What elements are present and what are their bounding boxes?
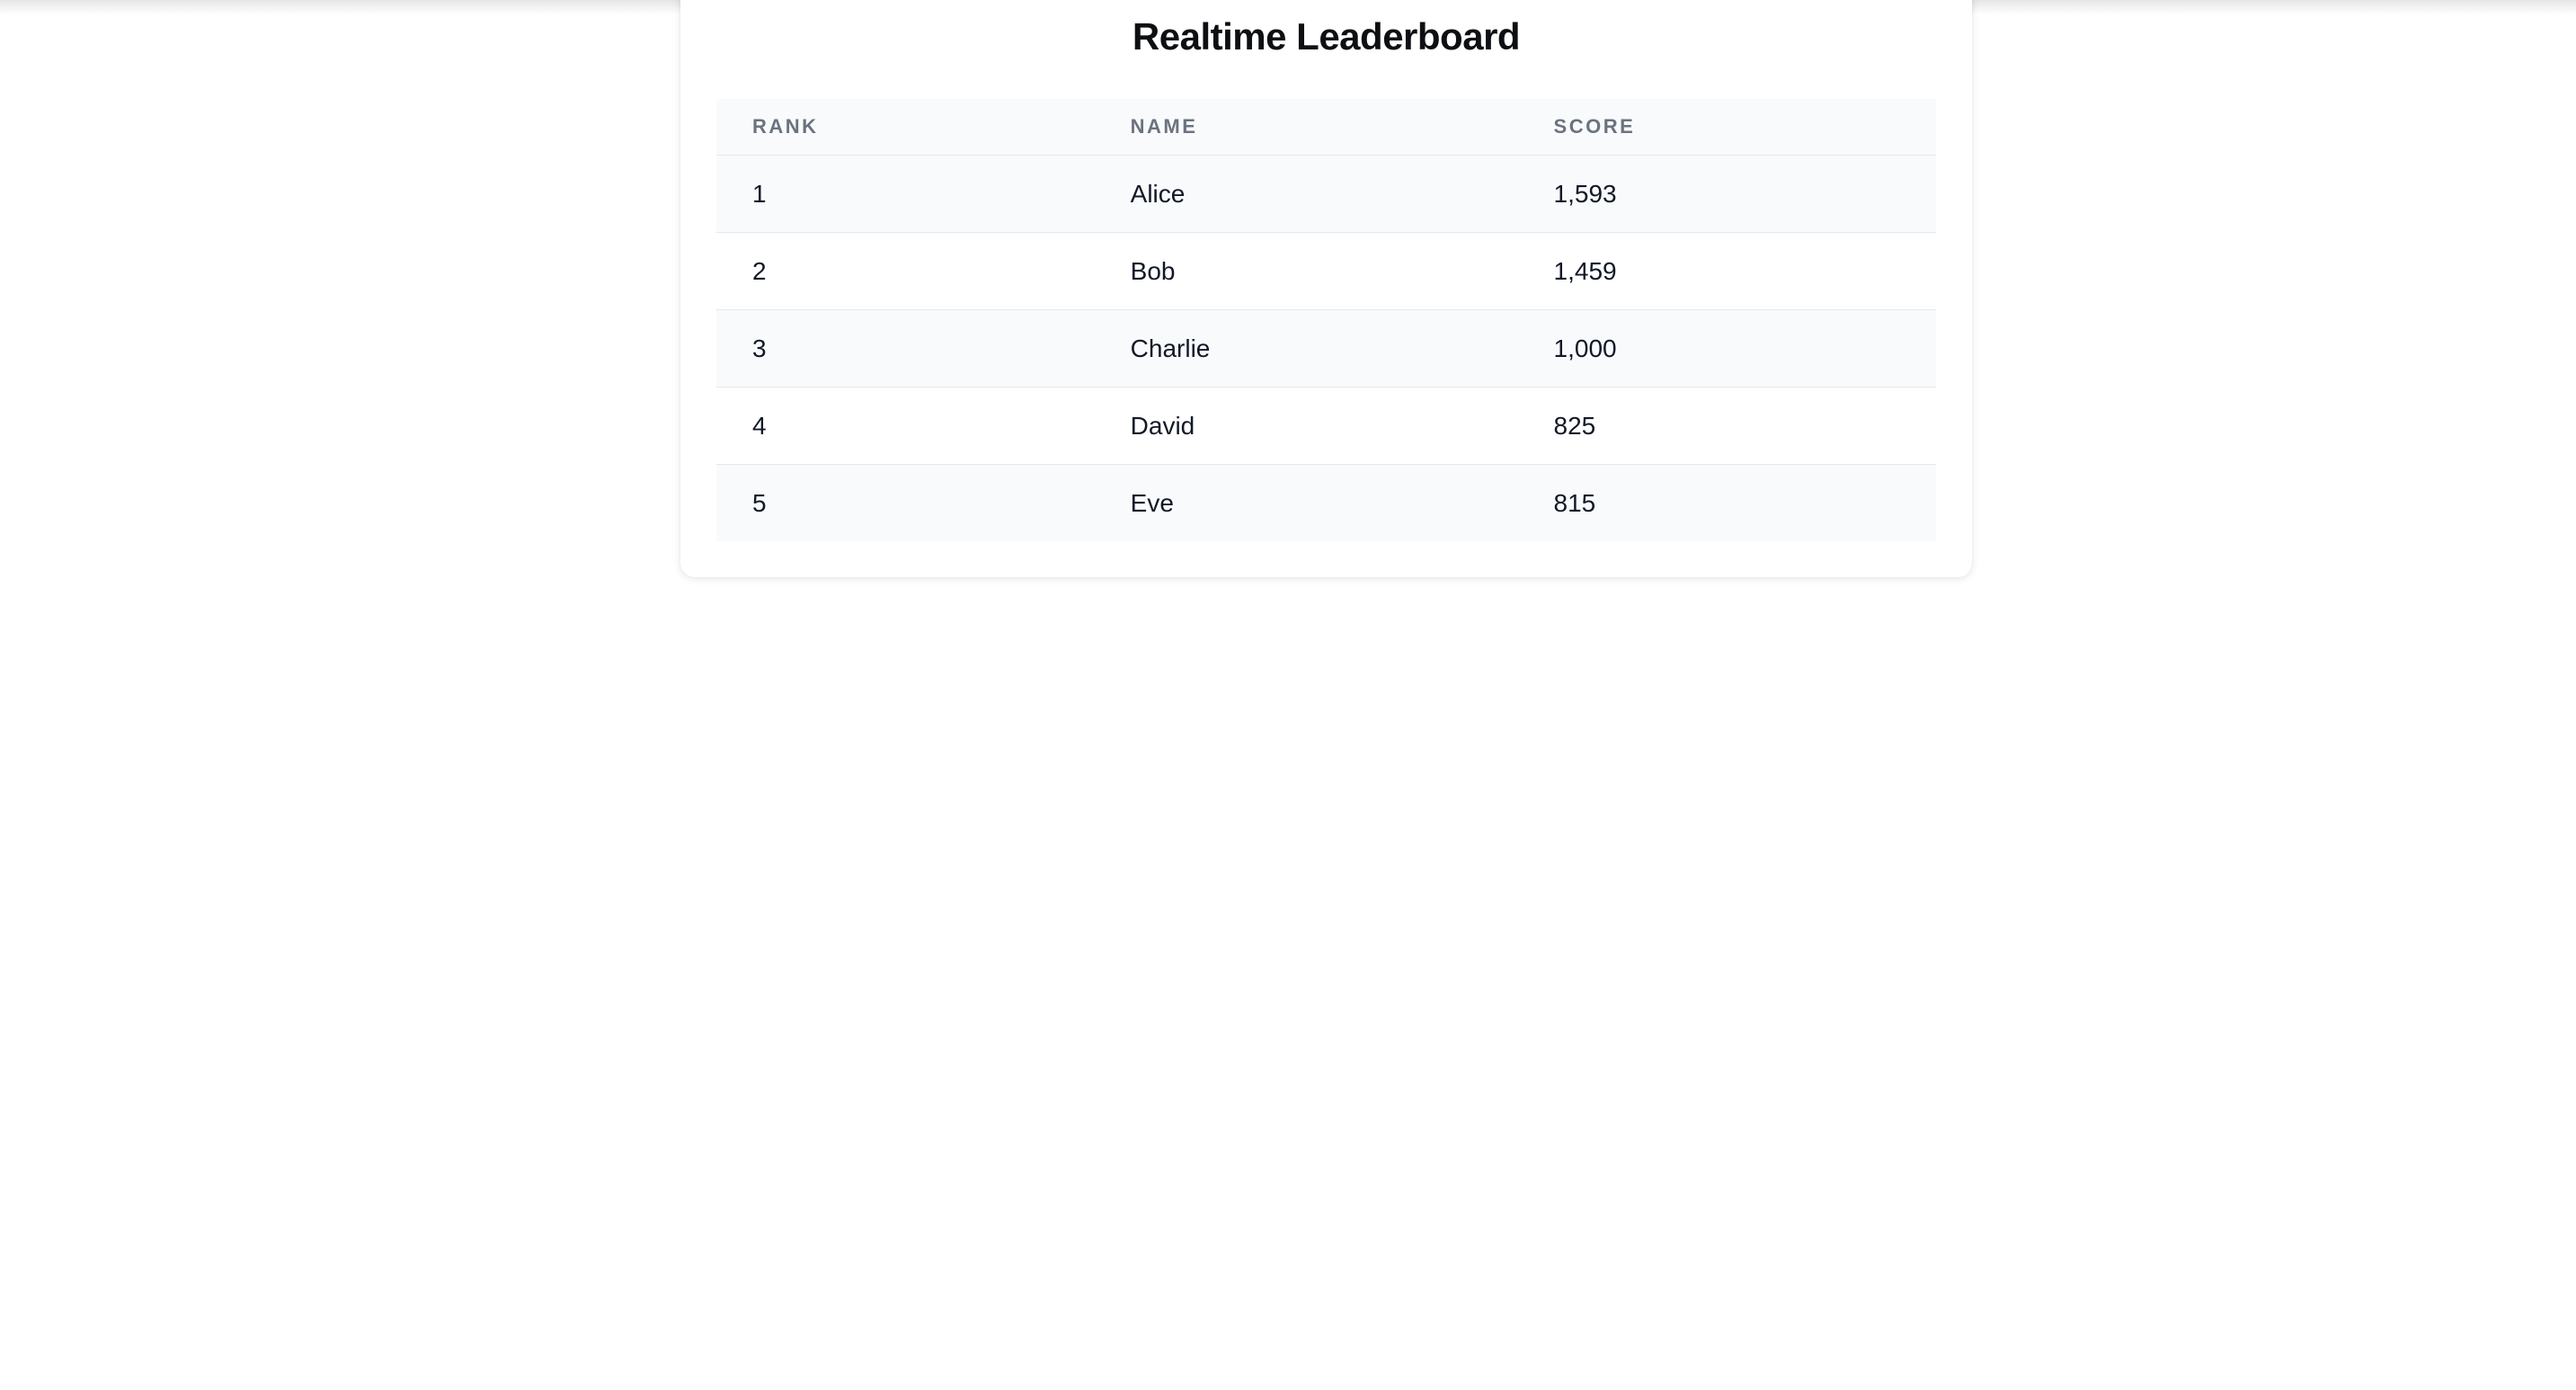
score-cell: 1,593 — [1553, 180, 1617, 208]
rank-cell: 3 — [752, 334, 767, 362]
column-header-score: SCORE — [1518, 99, 1936, 156]
rank-cell: 5 — [752, 489, 767, 517]
score-cell: 1,459 — [1553, 257, 1617, 285]
name-cell: Bob — [1130, 257, 1176, 285]
table-body — [716, 156, 1936, 542]
table-row — [716, 310, 1936, 388]
name-cell: David — [1130, 412, 1195, 440]
table-row — [716, 156, 1936, 233]
score-cell: 825 — [1553, 412, 1596, 440]
score-cell: 1,000 — [1553, 334, 1617, 362]
leaderboard-table — [716, 99, 1936, 541]
table-header — [716, 99, 1936, 156]
table-row — [716, 388, 1936, 465]
score-cell: 815 — [1553, 489, 1596, 517]
rank-cell: 1 — [752, 180, 767, 208]
table-row — [716, 233, 1936, 310]
column-header-rank: RANK — [716, 99, 1095, 156]
column-header-name: NAME — [1095, 99, 1518, 156]
name-cell: Charlie — [1130, 334, 1211, 362]
rank-cell: 4 — [752, 412, 767, 440]
name-cell: Alice — [1130, 180, 1186, 208]
name-cell: Eve — [1130, 489, 1174, 517]
header-row — [716, 99, 1936, 156]
leaderboard-card — [680, 0, 1972, 577]
table-row — [716, 465, 1936, 542]
page-title: Realtime Leaderboard — [1132, 15, 1521, 58]
rank-cell: 2 — [752, 257, 767, 285]
